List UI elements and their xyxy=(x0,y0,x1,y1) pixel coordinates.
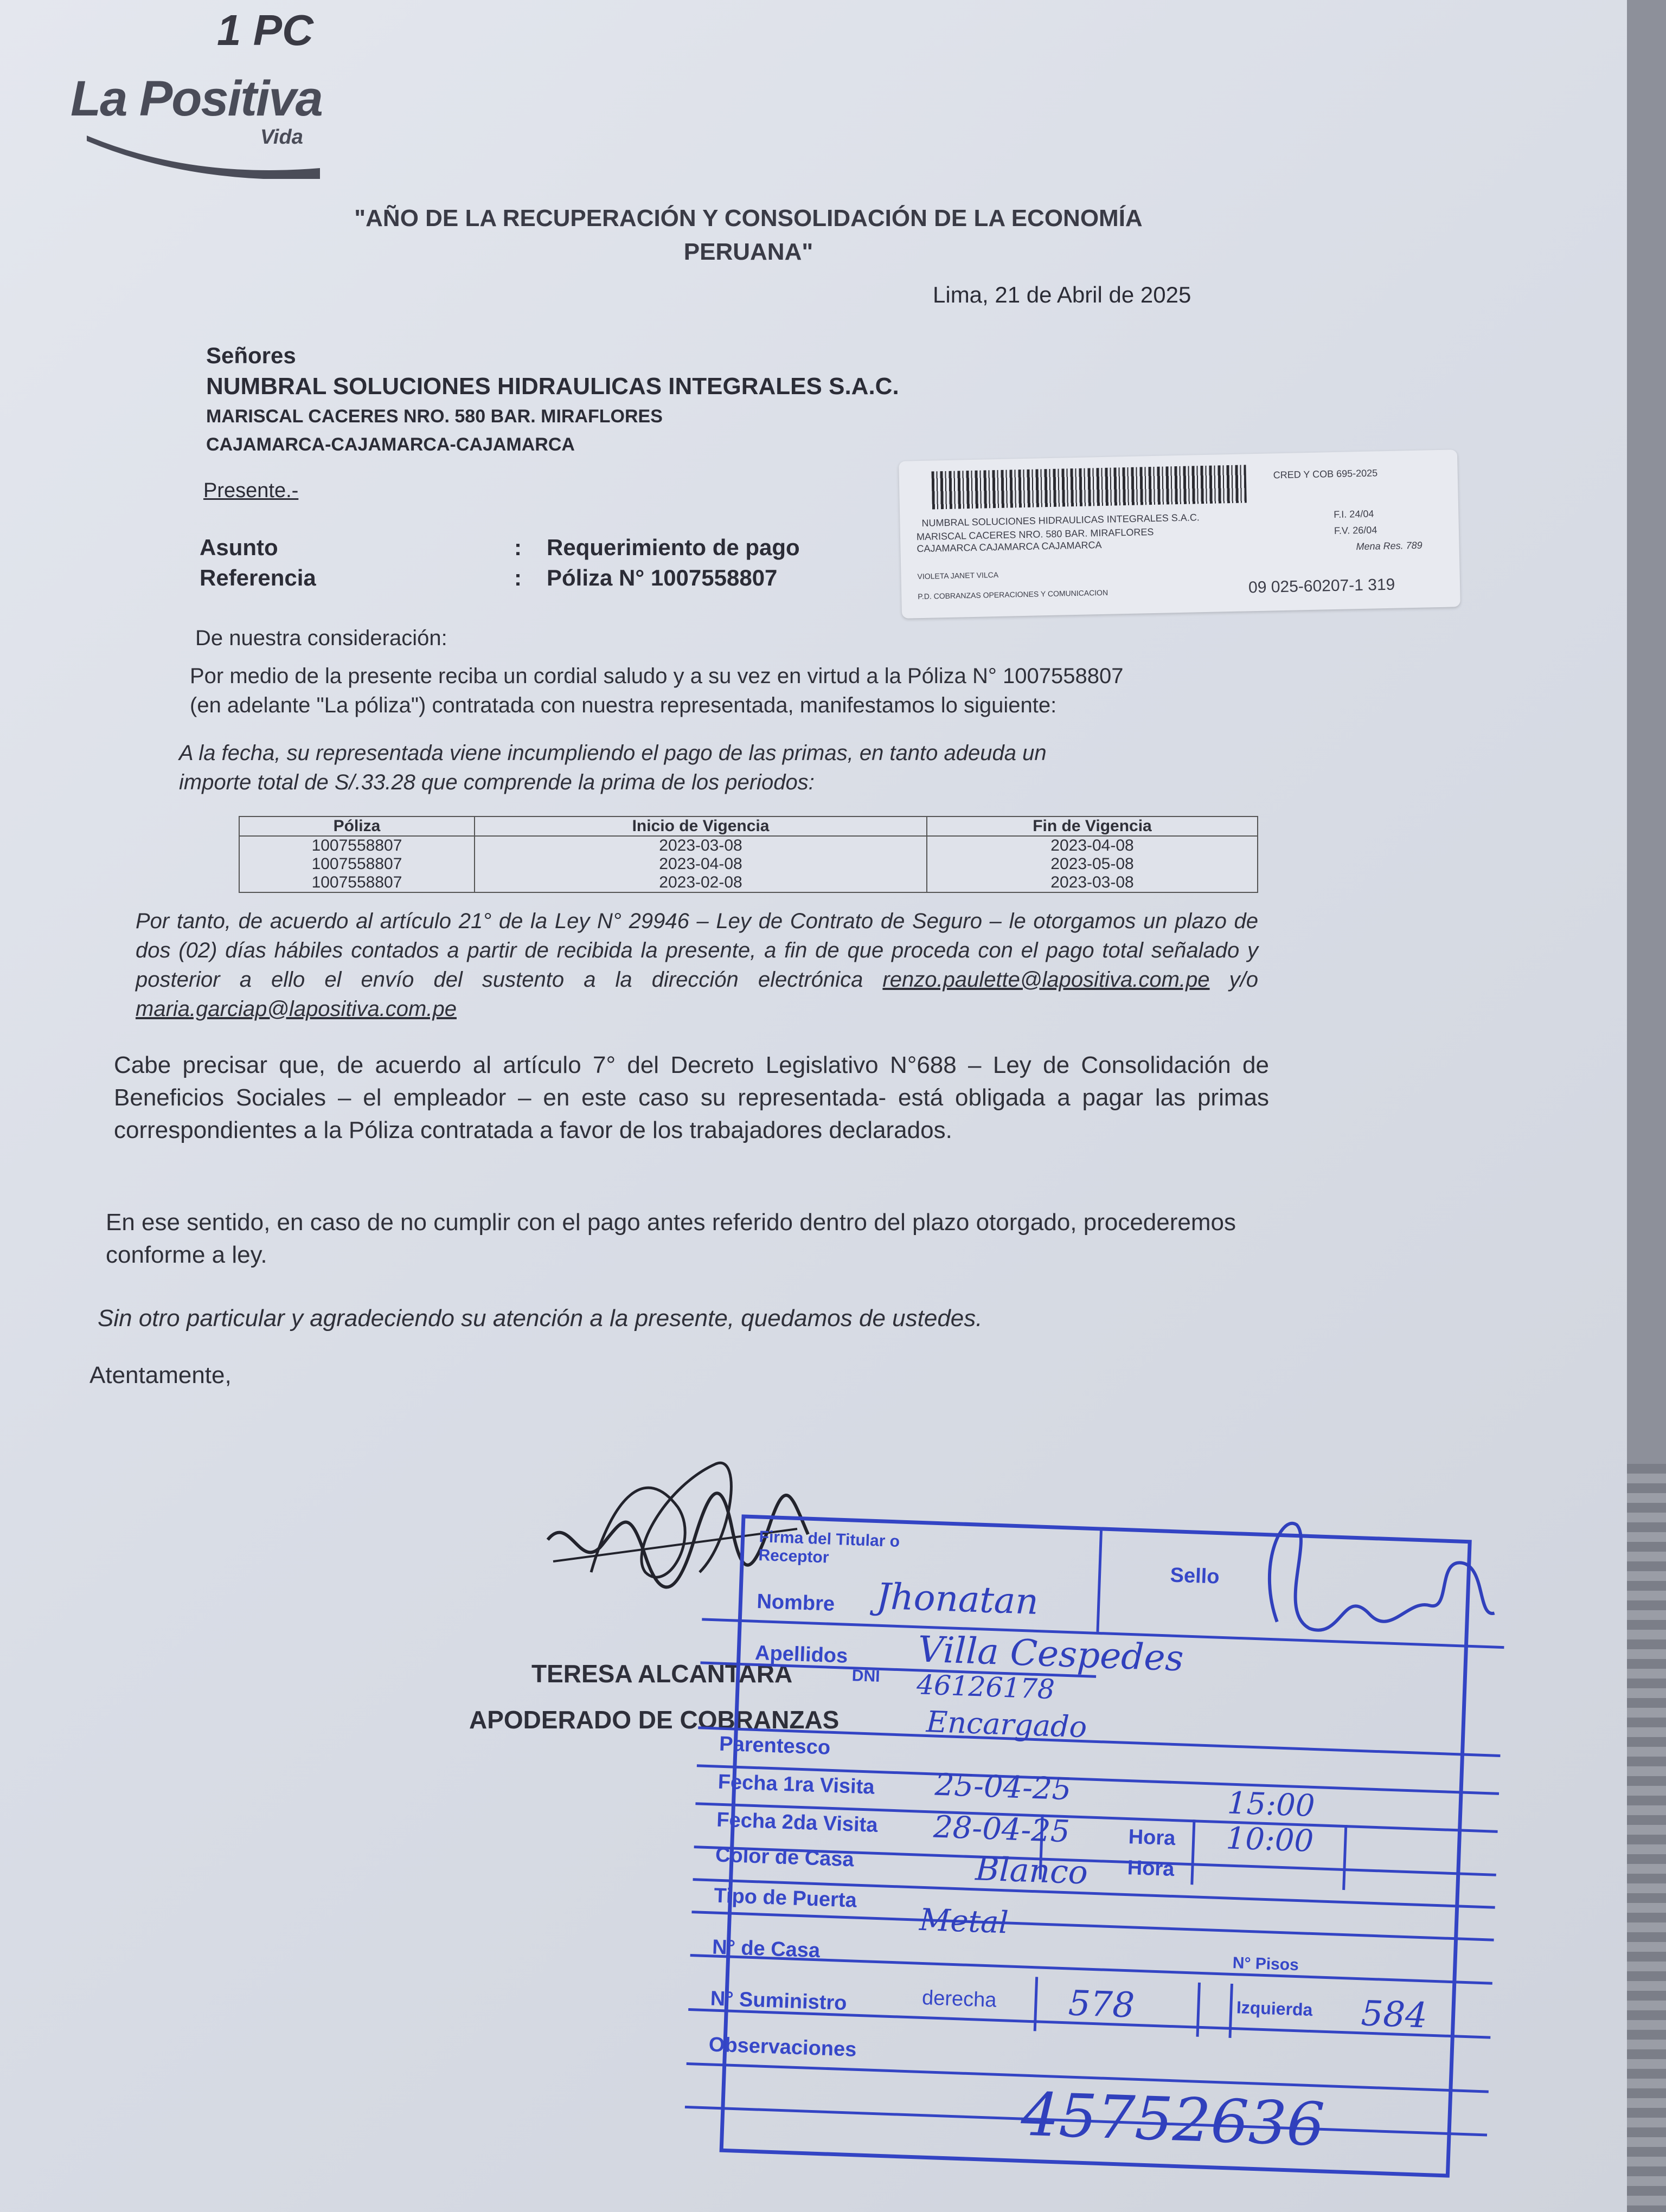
stamp-value-color: Blanco xyxy=(975,1850,1089,1892)
cell-poliza: 1007558807 xyxy=(239,836,475,855)
col-header-inicio: Inicio de Vigencia xyxy=(475,816,927,836)
paragraph-deadline xyxy=(136,906,1258,1024)
asunto-value: Requerimiento de pago xyxy=(547,535,800,560)
cell-inicio: 2023-02-08 xyxy=(475,873,927,892)
stamp-label-hora1: Hora xyxy=(1128,1825,1176,1850)
email-link-renzo[interactable]: renzo.paulette@lapositiva.com.pe xyxy=(882,968,1210,992)
stamp-label-suministro: N° Suministro xyxy=(710,1987,848,2015)
stamp-value-hora2: 10:00 xyxy=(1225,1821,1315,1860)
greeting: De nuestra consideración: xyxy=(195,626,447,650)
table-row xyxy=(239,836,1258,855)
background-surface xyxy=(1627,1464,1666,2212)
stamp-label-sello: Sello xyxy=(1169,1564,1220,1589)
logo-swoosh-icon xyxy=(81,125,331,179)
referencia-label: Referencia xyxy=(200,565,316,590)
stamp-label-fecha2: Fecha 2da Visita xyxy=(716,1808,879,1837)
paragraph-thanks: Sin otro particular y agradeciendo su atención a la presente, quedamos de ustedes. xyxy=(98,1305,983,1332)
debt-table xyxy=(239,816,1258,893)
email-joiner: y/o xyxy=(1209,968,1258,992)
stamp-label-firma: Firma del Titular o Receptor xyxy=(758,1528,900,1567)
asunto-label: Asunto xyxy=(200,535,278,560)
courier-label xyxy=(899,449,1460,619)
paragraph-intro-line1: Por medio de la presente reciba un cordial saludo y a su vez en virtud a la Póliza N° 1007558807 xyxy=(190,664,1124,688)
paragraph-legal: Cabe precisar que, de acuerdo al artículo 7° del Decreto Legislativo N°688 – Ley de Consolidación de Beneficios Sociales – el empleador – en este caso su representada- está obligada a pagar las primas correspondientes a la Póliza contratada a favor de los trabajadores declarados. xyxy=(114,1052,1269,1143)
stamp-label-parentesco: Parentesco xyxy=(719,1732,831,1759)
signer-name: TERESA ALCANTARA xyxy=(531,1660,793,1688)
reception-stamp xyxy=(683,1499,1508,2199)
year-title-line1: "AÑO DE LA RECUPERACIÓN Y CONSOLIDACIÓN DE LA ECONOMÍA xyxy=(354,205,1143,232)
courier-line3: CAJAMARCA CAJAMARCA CAJAMARCA xyxy=(917,539,1102,555)
cell-fin: 2023-04-08 xyxy=(927,836,1258,855)
cell-fin: 2023-03-08 xyxy=(927,873,1258,892)
table-row xyxy=(239,873,1258,892)
courier-code-top: CRED Y COB 695-2025 xyxy=(1273,467,1378,481)
cell-fin: 2023-05-08 xyxy=(927,855,1258,873)
paragraph-intro-line2: (en adelante "La póliza") contratada con nuestra representada, manifestamos lo siguiente: xyxy=(190,693,1057,717)
stamp-value-hora1: 15:00 xyxy=(1226,1785,1316,1824)
recipient-salutation: Señores xyxy=(206,343,296,368)
closing: Atentamente, xyxy=(89,1362,232,1388)
email-link-maria[interactable]: maria.garciap@lapositiva.com.pe xyxy=(136,997,457,1021)
stamp-label-nombre: Nombre xyxy=(756,1590,835,1616)
courier-line2: MARISCAL CACERES NRO. 580 BAR. MIRAFLORES xyxy=(916,526,1154,543)
stamp-value-izquierda: 584 xyxy=(1360,1994,1428,2036)
company-logo: La Positiva xyxy=(71,71,322,126)
stamp-label-npiso: N° Pisos xyxy=(1232,1953,1299,1975)
year-title xyxy=(228,202,1269,269)
recipient-address2: CAJAMARCA-CAJAMARCA-CAJAMARCA xyxy=(206,434,575,455)
paragraph-deadline-text: Por tanto, de acuerdo al artículo 21° de la Ley N° 29946 – Ley de Contrato de Seguro – le otorgamos un plazo de dos (02) días hábiles contados a partir de recibida la presente, a fin de que proceda con el pago total señalado y posterior a ello el envío del sustento a la dirección electrónica xyxy=(136,909,1258,992)
stamp-label-observaciones: Observaciones xyxy=(708,2033,857,2061)
stamp-label-izquierda: Izquierda xyxy=(1236,1997,1313,2020)
recipient-company: NUMBRAL SOLUCIONES HIDRAULICAS INTEGRALES S.A.C. xyxy=(206,373,899,400)
barcode-icon xyxy=(931,465,1246,509)
recipient-address1: MARISCAL CACERES NRO. 580 BAR. MIRAFLORES xyxy=(206,406,663,427)
stamp-value-fecha2: 28-04-25 xyxy=(933,1809,1071,1850)
handwritten-note: 1 PC xyxy=(217,6,313,54)
courier-line4: VIOLETA JANET VILCA xyxy=(917,570,999,581)
paragraph-intro xyxy=(190,661,1253,720)
stamp-value-parentesco: Encargado xyxy=(925,1704,1088,1745)
courier-menu: Mena Res. 789 xyxy=(1356,539,1422,552)
paragraph-warning: En ese sentido, en caso de no cumplir con el pago antes referido dentro del plazo otorgado, procederemos conforme a ley. xyxy=(106,1209,1236,1268)
subject-block xyxy=(200,532,800,593)
courier-tracking: 09 025-60207-1 319 xyxy=(1248,575,1395,597)
courier-fi: F.I. 24/04 xyxy=(1334,508,1374,520)
stamp-label-apellidos: Apellidos xyxy=(754,1641,848,1668)
presente-label: Presente.- xyxy=(203,479,299,502)
stamp-label-ncasa: N° de Casa xyxy=(712,1935,821,1963)
cell-inicio: 2023-04-08 xyxy=(475,855,927,873)
paragraph-debt xyxy=(179,738,1253,797)
courier-line1: NUMBRAL SOLUCIONES HIDRAULICAS INTEGRALES S.A.C. xyxy=(921,512,1200,529)
receiver-signature-icon xyxy=(1243,1501,1503,1673)
letter-date: Lima, 21 de Abril de 2025 xyxy=(933,282,1191,307)
stamp-label-dni: DNI xyxy=(851,1667,881,1686)
cell-inicio: 2023-03-08 xyxy=(475,836,927,855)
recipient-block xyxy=(206,340,899,459)
cell-poliza: 1007558807 xyxy=(239,873,475,892)
signer-title: APODERADO DE COBRANZAS xyxy=(469,1706,840,1734)
stamp-value-observaciones: 45752636 xyxy=(1020,2079,1326,2160)
col-header-poliza: Póliza xyxy=(239,816,475,836)
stamp-value-apellidos: Villa Cespedes xyxy=(917,1628,1184,1680)
year-title-line2: PERUANA" xyxy=(683,239,813,265)
referencia-value: Póliza N° 1007558807 xyxy=(547,565,778,590)
paragraph-debt-line2: importe total de S/.33.28 que comprende la prima de los periodos: xyxy=(179,770,815,794)
stamp-value-fecha1: 25-04-25 xyxy=(934,1767,1072,1808)
stamp-value-dni: 46126178 xyxy=(916,1669,1055,1706)
col-header-fin: Fin de Vigencia xyxy=(927,816,1258,836)
company-logo-sub: Vida xyxy=(260,126,303,149)
debt-table-header xyxy=(239,816,1258,836)
stamp-value-nombre: Jhonatan xyxy=(875,1575,1040,1623)
stamp-label-color: Color de Casa xyxy=(715,1843,855,1872)
stamp-label-puerta: Tipo de Puerta xyxy=(713,1884,857,1912)
stamp-label-derecha: derecha xyxy=(921,1986,997,2012)
asunto-row: Asunto : Requerimiento de pago xyxy=(200,532,800,563)
stamp-label-fecha1: Fecha 1ra Visita xyxy=(717,1770,875,1799)
referencia-row: Referencia : Póliza N° 1007558807 xyxy=(200,563,800,593)
courier-line5: P.D. COBRANZAS OPERACIONES Y COMUNICACION xyxy=(918,588,1108,601)
paragraph-debt-line1: A la fecha, su representada viene incumpliendo el pago de las primas, en tanto adeuda un xyxy=(179,741,1047,765)
cell-poliza: 1007558807 xyxy=(239,855,475,873)
stamp-value-derecha: 578 xyxy=(1067,1983,1136,2026)
table-row xyxy=(239,855,1258,873)
stamp-label-hora2: Hora xyxy=(1127,1856,1175,1881)
courier-fv: F.V. 26/04 xyxy=(1334,524,1377,537)
stamp-value-puerta: Metal xyxy=(919,1902,1009,1941)
